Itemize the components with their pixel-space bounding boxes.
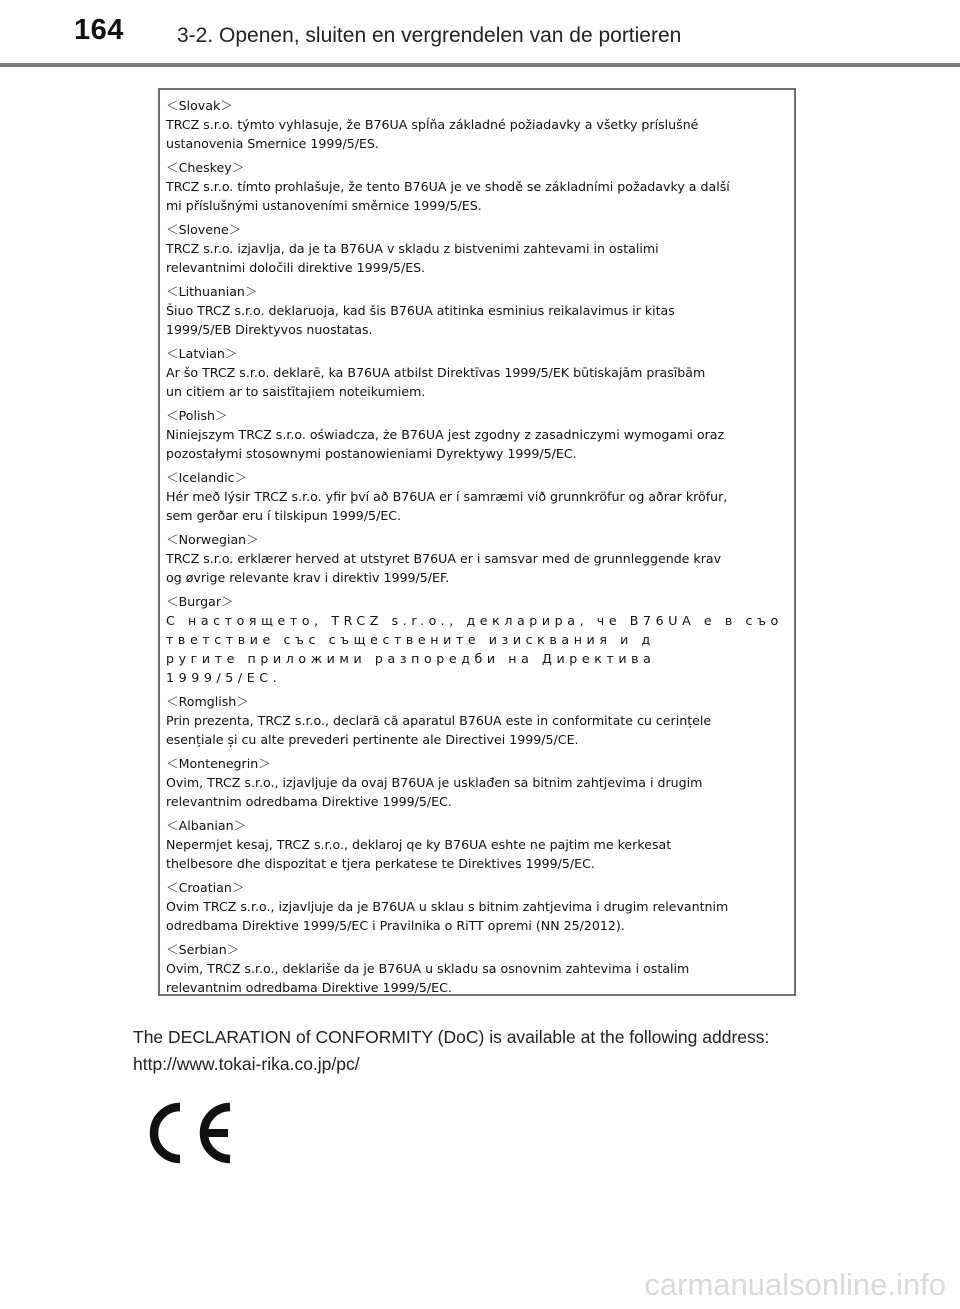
declaration-text: Hér með lýsir TRCZ s.r.o. yfir því að B76UA er í samræmi við grunnkröfur og aðrar kröfur, sem gerðar eru í tilskipun 1999/5/EC. xyxy=(166,489,728,523)
declaration-montenegrin xyxy=(166,754,794,811)
language-label: ＜Slovak＞ xyxy=(166,98,233,113)
declaration-serbian xyxy=(166,940,794,996)
declaration-icelandic xyxy=(166,468,794,525)
language-label: ＜Latvian＞ xyxy=(166,346,238,361)
doc-statement: The DECLARATION of CONFORMITY (DoC) is available at the following address: xyxy=(133,1027,770,1047)
declaration-slovak xyxy=(166,96,794,153)
declaration-text: Šiuo TRCZ s.r.o. deklaruoja, kad šis B76UA atitinka esminius reikalavimus ir kitas 1999/5/EB Direktyvos nuostatas. xyxy=(166,303,675,337)
language-label: ＜Montenegrin＞ xyxy=(166,756,271,771)
chapter-title: 3-2. Openen, sluiten en vergrendelen van de portieren xyxy=(177,24,682,47)
language-label: ＜Icelandic＞ xyxy=(166,470,248,485)
declaration-romglish xyxy=(166,692,794,749)
declaration-latvian xyxy=(166,344,794,401)
declaration-text: TRCZ s.r.o. tímto prohlašuje, že tento B76UA je ve shodě se základními požadavky a další mi příslušnými ustanoveními směrnice 1999/5/ES. xyxy=(166,179,730,213)
language-label: ＜Polish＞ xyxy=(166,408,228,423)
language-label: ＜Albanian＞ xyxy=(166,818,247,833)
language-label: ＜Norwegian＞ xyxy=(166,532,259,547)
declaration-text: TRCZ s.r.o. týmto vyhlasuje, že B76UA spĺňa základné požiadavky a všetky príslušné ustanovenia Smernice 1999/5/ES. xyxy=(166,117,699,151)
declaration-croatian xyxy=(166,878,794,935)
page-number: 164 xyxy=(74,14,124,46)
declaration-text: Nepermjet kesaj, TRCZ s.r.o., deklaroj qe ky B76UA eshte ne pajtim me kerkesat thelbesore dhe dispozitat e tjera perkatese te Direktives 1999/5/EC. xyxy=(166,837,672,871)
declaration-text: Ovim, TRCZ s.r.o., izjavljuje da ovaj B76UA je usklađen sa bitnim zahtjevima i drugim relevantnim odredbama Direktive 1999/5/EC. xyxy=(166,775,703,809)
declaration-polish xyxy=(166,406,794,463)
language-label: ＜Burgar＞ xyxy=(166,594,234,609)
declaration-burgar xyxy=(166,592,794,687)
declaration-norwegian xyxy=(166,530,794,587)
language-label: ＜Slovene＞ xyxy=(166,222,242,237)
declaration-box xyxy=(158,88,796,996)
declaration-text: С настоящето, TRCZ s.r.o., декларира, че B76UA е в съо тветствие със съществените изисквания и д ругите приложими разпоредби на Директива 1999/5/ЕС. xyxy=(166,613,783,685)
ce-mark-icon xyxy=(140,1097,236,1169)
declaration-text: Ovim, TRCZ s.r.o., deklariše da je B76UA u skladu sa osnovnim zahtevima i ostalim relevantnim odredbama Direktive 1999/5/EC. xyxy=(166,961,690,995)
language-label: ＜Cheskey＞ xyxy=(166,160,245,175)
declaration-text: Niniejszym TRCZ s.r.o. oświadcza, że B76UA jest zgodny z zasadniczymi wymogami oraz pozostałymi stosownymi postanowieniami Dyrektywy 1999/5/EC. xyxy=(166,427,725,461)
language-label: ＜Lithuanian＞ xyxy=(166,284,258,299)
declaration-slovene xyxy=(166,220,794,277)
language-label: ＜Romglish＞ xyxy=(166,694,249,709)
declaration-text: TRCZ s.r.o. izjavlja, da je ta B76UA v skladu z bistvenimi zahtevami in ostalimi relevantnimi določili direktive 1999/5/ES. xyxy=(166,241,659,275)
header-divider xyxy=(0,63,960,67)
doc-availability xyxy=(133,1024,853,1078)
watermark: carmanualsonline.info xyxy=(644,1267,946,1302)
declaration-albanian xyxy=(166,816,794,873)
language-label: ＜Croatian＞ xyxy=(166,880,245,895)
declaration-text: Ar šo TRCZ s.r.o. deklarē, ka B76UA atbilst Direktīvas 1999/5/EK būtiskajām prasībām un citiem ar to saistītajiem noteikumiem. xyxy=(166,365,706,399)
declaration-lithuanian xyxy=(166,282,794,339)
declaration-text: TRCZ s.r.o. erklærer herved at utstyret B76UA er i samsvar med de grunnleggende krav og øvrige relevante krav i direktiv 1999/5/EF. xyxy=(166,551,722,585)
declaration-text: Prin prezenta, TRCZ s.r.o., declară că aparatul B76UA este in conformitate cu cerințele esențiale și cu alte prevederi pertinente ale Directivei 1999/5/CE. xyxy=(166,713,712,747)
language-label: ＜Serbian＞ xyxy=(166,942,240,957)
declaration-cheskey xyxy=(166,158,794,215)
declaration-text: Ovim TRCZ s.r.o., izjavljuje da je B76UA u sklau s bitnim zahtjevima i drugim relevantnim odredbama Direktive 1999/5/EC i Pravilnika o RiTT opremi (NN 25/2012). xyxy=(166,899,729,933)
ce-mark-icon xyxy=(140,1097,236,1174)
doc-url: http://www.tokai-rika.co.jp/pc/ xyxy=(133,1054,360,1074)
